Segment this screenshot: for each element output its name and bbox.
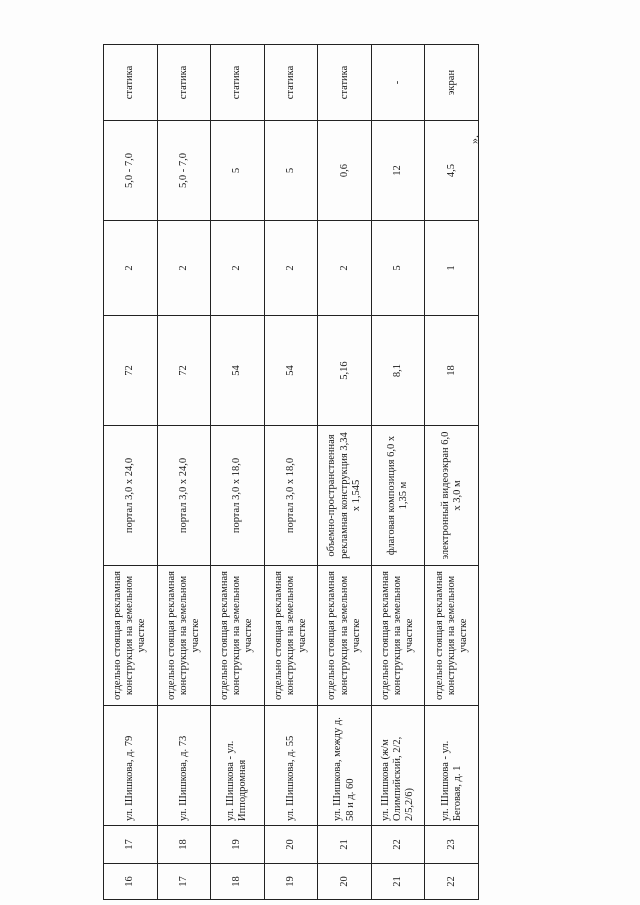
- display-cell: статика: [104, 45, 158, 121]
- display-cell: -: [371, 45, 425, 121]
- row-number: 18: [157, 826, 211, 864]
- address-cell: ул. Шишкова - ул. Ипподромная: [211, 706, 265, 826]
- type-cell: объемно-пространственная рекламная конструкция 3,34 х 1,545: [318, 426, 372, 566]
- rotated-table-wrapper: [103, 45, 479, 900]
- table-row: [371, 45, 425, 900]
- display-cell: статика: [157, 45, 211, 121]
- placement-cell: отдельно стоящая рекламная конструкция на земельном участке: [371, 566, 425, 706]
- sides-cell: 5: [371, 221, 425, 316]
- area-cell: 5,16: [318, 316, 372, 426]
- row-number: 19: [211, 826, 265, 864]
- area-cell: 54: [264, 316, 318, 426]
- row-index: 17: [157, 864, 211, 900]
- row-index: 19: [264, 864, 318, 900]
- area-cell: 18: [425, 316, 479, 426]
- sides-cell: 1: [425, 221, 479, 316]
- type-cell: портал 3,0 х 18,0: [211, 426, 265, 566]
- height-cell: 12: [371, 121, 425, 221]
- placement-cell: отдельно стоящая рекламная конструкция на земельном участке: [157, 566, 211, 706]
- table-row: [104, 45, 158, 900]
- row-index: 20: [318, 864, 372, 900]
- address-cell: ул. Шишкова, д. 55: [264, 706, 318, 826]
- sides-cell: 2: [211, 221, 265, 316]
- display-cell: статика: [211, 45, 265, 121]
- area-cell: 72: [104, 316, 158, 426]
- closing-mark: ».: [467, 135, 481, 144]
- row-index: 21: [371, 864, 425, 900]
- placement-cell: отдельно стоящая рекламная конструкция на земельном участке: [425, 566, 479, 706]
- row-number: 17: [104, 826, 158, 864]
- sides-cell: 2: [157, 221, 211, 316]
- row-number: 20: [264, 826, 318, 864]
- address-cell: ул. Шишкова, д. 73: [157, 706, 211, 826]
- placement-cell: отдельно стоящая рекламная конструкция на земельном участке: [318, 566, 372, 706]
- address-cell: ул. Шишкова (ж/м Олимпийский, 2/2, 2/5,2/6): [371, 706, 425, 826]
- table-body: [104, 45, 479, 900]
- row-index: 16: [104, 864, 158, 900]
- placement-cell: отдельно стоящая рекламная конструкция на земельном участке: [211, 566, 265, 706]
- placement-cell: отдельно стоящая рекламная конструкция на земельном участке: [264, 566, 318, 706]
- address-cell: ул. Шишкова, между д. 58 и д. 60: [318, 706, 372, 826]
- type-cell: электронный видеоэкран 6,0 х 3,0 м: [425, 426, 479, 566]
- row-number: 23: [425, 826, 479, 864]
- sides-cell: 2: [264, 221, 318, 316]
- placement-cell: отдельно стоящая рекламная конструкция на земельном участке: [104, 566, 158, 706]
- height-cell: 4,5: [425, 121, 479, 221]
- row-index: 18: [211, 864, 265, 900]
- display-cell: статика: [318, 45, 372, 121]
- height-cell: 5: [264, 121, 318, 221]
- table-row: [264, 45, 318, 900]
- address-cell: ул. Шишкова, д. 79: [104, 706, 158, 826]
- row-number: 21: [318, 826, 372, 864]
- height-cell: 5,0 - 7,0: [157, 121, 211, 221]
- sides-cell: 2: [318, 221, 372, 316]
- advertising-structures-table: [103, 44, 479, 900]
- table-row: [318, 45, 372, 900]
- display-cell: статика: [264, 45, 318, 121]
- type-cell: портал 3,0 х 24,0: [157, 426, 211, 566]
- table-row: [157, 45, 211, 900]
- area-cell: 54: [211, 316, 265, 426]
- height-cell: 5,0 - 7,0: [104, 121, 158, 221]
- display-cell: экран: [425, 45, 479, 121]
- area-cell: 72: [157, 316, 211, 426]
- address-cell: ул. Шишкова - ул. Беговая, д. 1: [425, 706, 479, 826]
- row-index: 22: [425, 864, 479, 900]
- row-number: 22: [371, 826, 425, 864]
- sides-cell: 2: [104, 221, 158, 316]
- table-row: [211, 45, 265, 900]
- height-cell: 5: [211, 121, 265, 221]
- type-cell: портал 3,0 х 24,0: [104, 426, 158, 566]
- table-row: [425, 45, 479, 900]
- type-cell: флаговая композиция 6,0 х 1,35 м: [371, 426, 425, 566]
- height-cell: 0,6: [318, 121, 372, 221]
- type-cell: портал 3,0 х 18,0: [264, 426, 318, 566]
- area-cell: 8,1: [371, 316, 425, 426]
